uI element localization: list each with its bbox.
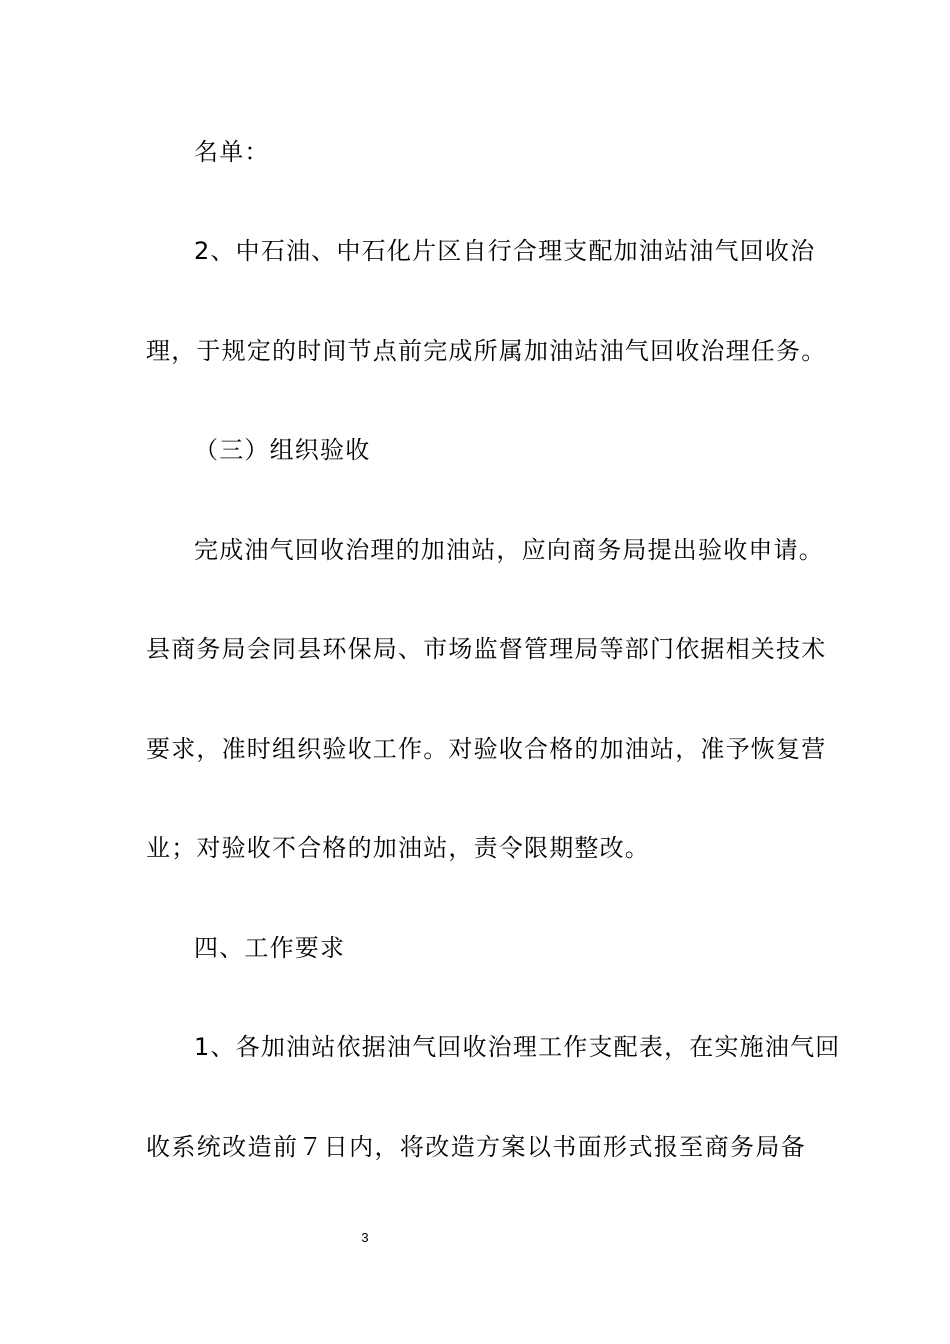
text-line-acceptance-3: 要求，准时组织验收工作。对验收合格的加油站，准予恢复营 — [146, 735, 827, 763]
text-line-item-2-start: 2、中石油、中石化片区自行合理支配加油站油气回收治 — [194, 237, 816, 265]
section-heading-work-requirements: 四、工作要求 — [194, 934, 346, 962]
text-line-requirement-1-cont: 收系统改造前７日内，将改造方案以书面形式报至商务局备 — [146, 1133, 806, 1161]
text-line-acceptance-1: 完成油气回收治理的加油站，应向商务局提出验收申请。 — [194, 536, 824, 564]
text-line-item-2-end: 理，于规定的时间节点前完成所属加油站油气回收治理任务。 — [146, 337, 827, 365]
text-line-requirement-1-start: 1、各加油站依据油气回收治理工作支配表，在实施油气回 — [194, 1033, 841, 1061]
text-line-acceptance-2: 县商务局会同县环保局、市场监督管理局等部门依据相关技术 — [146, 635, 827, 663]
page-number: 3 — [361, 1230, 369, 1245]
section-heading-acceptance: （三）组织验收 — [194, 436, 371, 464]
text-line-list-label: 名单： — [194, 138, 270, 166]
text-line-acceptance-4: 业；对验收不合格的加油站，责令限期整改。 — [146, 834, 650, 862]
